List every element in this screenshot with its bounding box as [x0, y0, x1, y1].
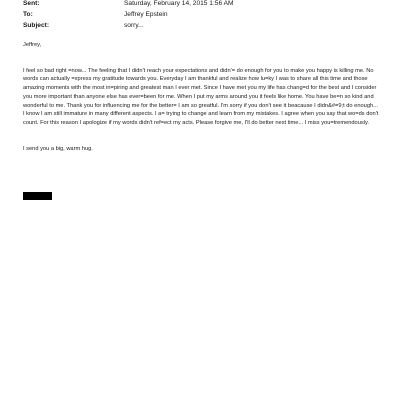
to-label: To:: [23, 11, 33, 18]
sent-label: Sent:: [23, 0, 40, 7]
to-row: [23, 9, 383, 20]
email-header: [23, 0, 383, 31]
subject-row: [23, 20, 383, 31]
email-closing: I send you a big, warm hug.: [23, 145, 93, 152]
to-value: Jeffrey Epstein: [124, 11, 168, 18]
redaction-block: [23, 192, 52, 200]
email-message: I feel so bad right =now... The feeling that I didn't reach your expectations and didn'= do enough for you to make you happy is killing me. No words can actually =xpress my gratitude towards you. Everyday I am thankful and realize how lu=ky I was to share all this time and those amazing moments with the most in=piring and greatest man I ever met. Since I have met you my life has chang=d for the best and I consider you more important than anyone else has ever=been for me. When I put my arms around you it feels like home. You have be=n so kind and wonderful to me. Thank you for influencing me for the better= I am so greatful. I'm sorry if you don't see it beacause I didn&#=9;t do enough... I know I am still immature in many different aspects. I a= trying to change and learn from my mistakes. I agree when you say that wo=ds don't count. For this reason I apologize if my words didn't ref=ect my acts. Please forgive me, I'll do better next time... I miss you=tremendously.: [23, 67, 379, 126]
sent-value: Saturday, February 14, 2015 1:56 AM: [124, 0, 234, 7]
email-greeting: Jeffrey,: [23, 42, 42, 48]
subject-label: Subject:: [23, 22, 50, 29]
subject-value: sorry...: [124, 22, 144, 29]
email-body: [23, 41, 381, 153]
sent-row: [23, 0, 383, 9]
